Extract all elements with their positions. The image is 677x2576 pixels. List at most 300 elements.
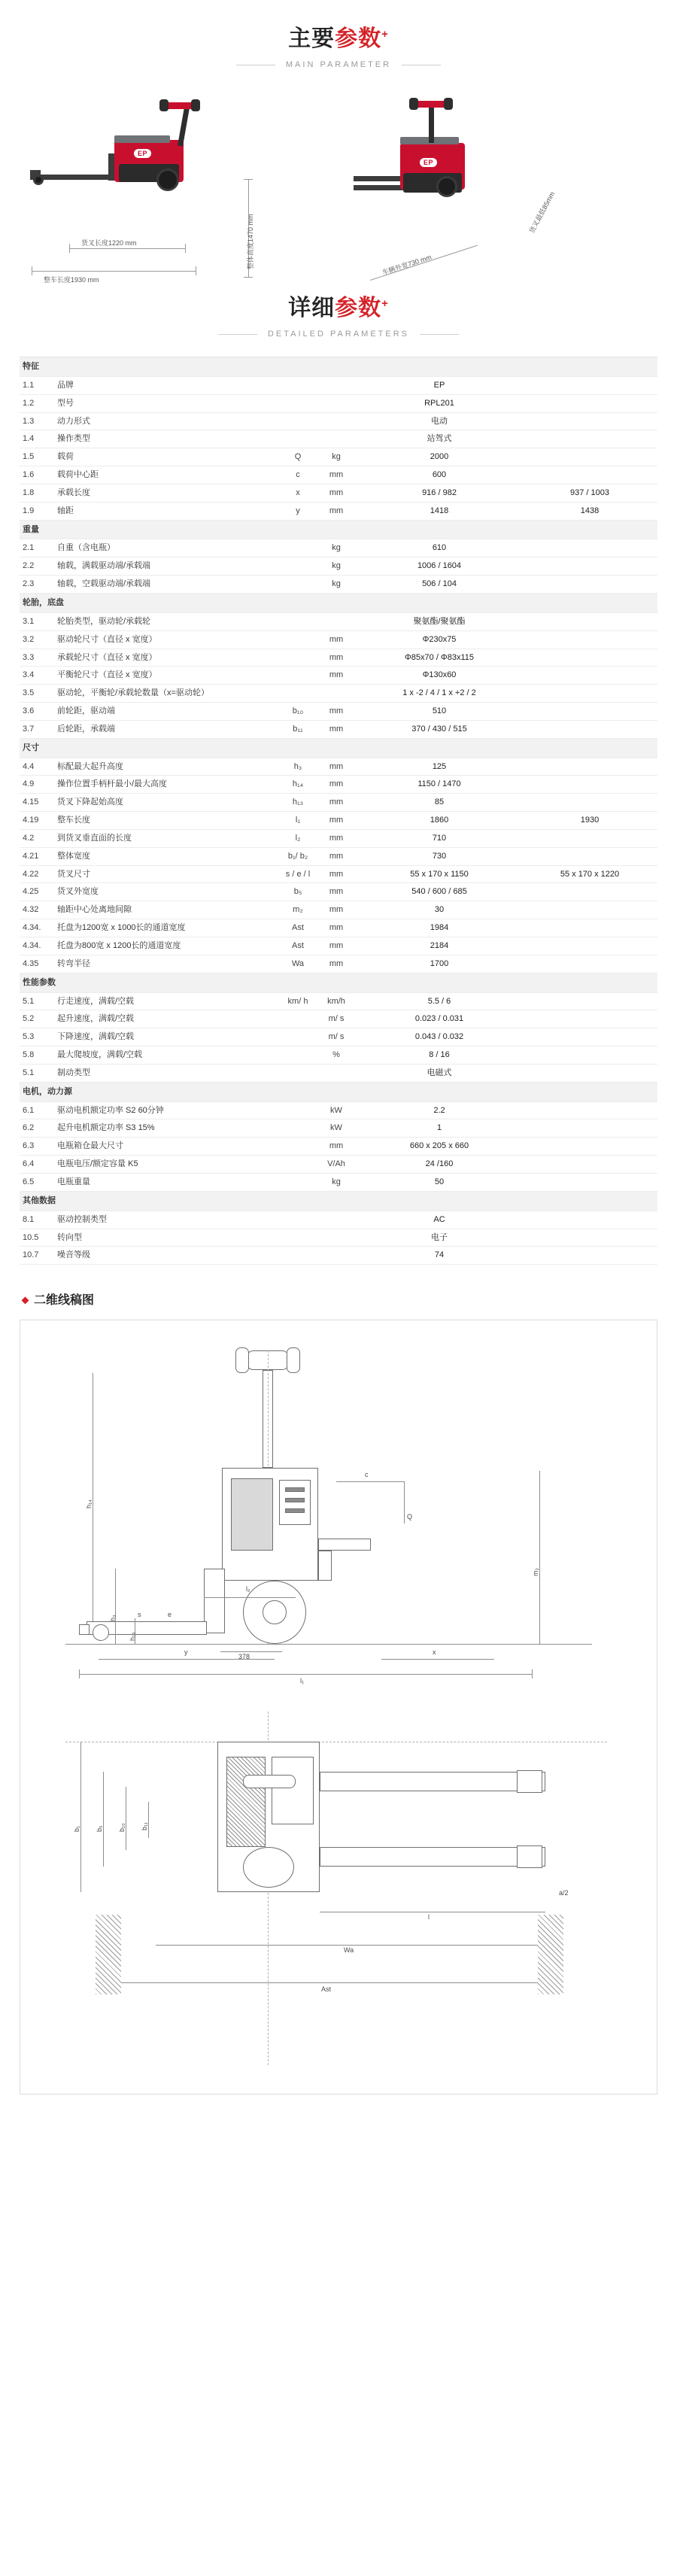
top-motor-outline: [272, 1757, 314, 1824]
cell-v1: 站驾式: [357, 430, 522, 448]
spec-group-label: 电机，动力源: [20, 1082, 657, 1101]
cell-name: 标配最大起升高度: [54, 758, 280, 776]
cell-sym: Ast: [280, 937, 316, 955]
cell-v1: 5.5 / 6: [357, 992, 522, 1010]
table-row: [20, 430, 657, 448]
cell-v2: [522, 955, 657, 973]
cell-sym: [280, 667, 316, 685]
cell-v2: [522, 901, 657, 919]
label-h3: h₃: [109, 1615, 117, 1622]
cell-v1: 85: [357, 794, 522, 812]
table-row: [20, 448, 657, 466]
tiller-grip-right: [191, 99, 200, 111]
cell-name: 转向型: [54, 1229, 280, 1247]
cell-v1: 30: [357, 901, 522, 919]
top-fork-tip-left: [517, 1770, 542, 1793]
cell-v1: 600: [357, 466, 522, 485]
cell-name: 托盘为1200宽 x 1000长的通道宽度: [54, 919, 280, 937]
cell-sym: [280, 685, 316, 703]
cell-sym: [280, 539, 316, 557]
table-row: [20, 557, 657, 576]
cell-name: 制动类型: [54, 1064, 280, 1082]
cell-name: 动力形式: [54, 412, 280, 430]
cell-v1: 730: [357, 847, 522, 865]
fork-carriage-outline: [204, 1569, 225, 1633]
cell-v1: 55 x 170 x 1150: [357, 865, 522, 883]
cell-v1: 聚氨酯/聚氨酯: [357, 612, 522, 630]
table-row: [20, 794, 657, 812]
cell-unit: m/ s: [316, 1028, 357, 1046]
cell-v2: [522, 1064, 657, 1082]
cell-v1: 8 / 16: [357, 1046, 522, 1065]
cell-sym: [280, 1010, 316, 1028]
top-fork-tip-right: [517, 1845, 542, 1868]
top-drive-wheel: [243, 1847, 294, 1888]
table-row: [20, 865, 657, 883]
cell-v1: 710: [357, 829, 522, 847]
b1-dim-line: [80, 1742, 81, 1892]
detail-parameter-title-cn-a: 详细: [288, 296, 335, 320]
brand-logo: EP: [134, 149, 151, 158]
platform-deck: [114, 135, 170, 143]
table-row: [20, 1211, 657, 1229]
cell-v2: 55 x 170 x 1220: [522, 865, 657, 883]
table-row: [20, 776, 657, 794]
cell-unit: mm: [316, 649, 357, 667]
cell-v1: 74: [357, 1247, 522, 1265]
fork-length-line: [69, 248, 185, 249]
overall-width-label: 车辆外宽730 mm: [381, 253, 433, 277]
cell-v2: [522, 1247, 657, 1265]
detail-parameter-title-cn: [0, 295, 677, 322]
cell-v2: [522, 539, 657, 557]
table-row: [20, 883, 657, 901]
cell-sym: [280, 1229, 316, 1247]
main-parameter-title-cn-a: 主要: [288, 26, 335, 51]
drive-wheel-hub: [263, 1600, 287, 1624]
spec-table-wrapper: [20, 357, 657, 1265]
vehicle-rear-view: [354, 101, 515, 206]
cell-v1: 1860: [357, 812, 522, 830]
height-tick-bottom: [244, 277, 253, 278]
cell-sym: b₅: [280, 883, 316, 901]
detail-parameter-title-plus: +: [381, 297, 389, 310]
cell-name: 承载轮尺寸（直径 x 宽度）: [54, 649, 280, 667]
label-378: 378: [238, 1653, 250, 1661]
cell-no: 1.2: [20, 394, 54, 412]
label-m2: m₂: [532, 1568, 539, 1577]
cell-no: 3.7: [20, 720, 54, 738]
main-parameter-title-cn-b: 参数: [335, 26, 382, 51]
cell-v2: [522, 1028, 657, 1046]
cell-v1: 540 / 600 / 685: [357, 883, 522, 901]
cell-sym: Q: [280, 448, 316, 466]
cell-unit: mm: [316, 865, 357, 883]
cell-v2: [522, 576, 657, 594]
cell-v2: [522, 649, 657, 667]
cell-v2: [522, 919, 657, 937]
cell-v2: [522, 937, 657, 955]
cell-sym: [280, 630, 316, 649]
cell-name: 轴载，空载驱动端/承载端: [54, 576, 280, 594]
l1-dim-line: [79, 1674, 532, 1675]
cell-name: 操作位置手柄杆最小/最大高度: [54, 776, 280, 794]
h-right-dim-line: [539, 1471, 540, 1644]
cell-v2: [522, 1156, 657, 1174]
cell-sym: [280, 1046, 316, 1065]
cell-v2: [522, 612, 657, 630]
cell-no: 4.34.: [20, 937, 54, 955]
label-q: Q: [407, 1513, 413, 1521]
top-tiller-head: [243, 1775, 296, 1788]
cell-v1: 1006 / 1604: [357, 557, 522, 576]
platform-support: [318, 1551, 332, 1581]
table-row: [20, 829, 657, 847]
cell-name: 操作类型: [54, 430, 280, 448]
vehicle-side-view: [30, 101, 218, 206]
table-row: [20, 667, 657, 685]
table-row: [20, 376, 657, 394]
cell-unit: kg: [316, 448, 357, 466]
label-l2: l₂: [246, 1585, 250, 1593]
fork-blade: [30, 175, 120, 180]
cell-v2: [522, 1211, 657, 1229]
cell-sym: [280, 1247, 316, 1265]
cell-name: 前轮距，驱动端: [54, 703, 280, 721]
table-row: [20, 649, 657, 667]
table-row: [20, 992, 657, 1010]
cell-name: 承载长度: [54, 484, 280, 502]
cell-sym: b₁/ b₂: [280, 847, 316, 865]
cell-unit: kg: [316, 539, 357, 557]
table-row: [20, 937, 657, 955]
label-s: s: [138, 1611, 141, 1619]
cell-unit: [316, 430, 357, 448]
cell-sym: [280, 1064, 316, 1082]
cell-v2: [522, 1010, 657, 1028]
table-row: [20, 484, 657, 502]
cell-sym: [280, 1119, 316, 1138]
cell-name: 轴载，满载驱动端/承载端: [54, 557, 280, 576]
table-row: [20, 466, 657, 485]
cell-no: 3.3: [20, 649, 54, 667]
cell-v1: 1418: [357, 502, 522, 520]
dim-378-line: [220, 1651, 282, 1652]
cell-unit: mm: [316, 1138, 357, 1156]
cell-name: 后轮距，承载端: [54, 720, 280, 738]
cell-v2: [522, 1046, 657, 1065]
drive-wheel-rear: [436, 176, 457, 197]
table-row: [20, 1229, 657, 1247]
cell-unit: mm: [316, 758, 357, 776]
main-parameter-header: [0, 0, 677, 71]
label-b11: b₁₁: [141, 1822, 148, 1831]
label-c: c: [365, 1471, 369, 1479]
fork-min-height-label: 货叉最低85mm: [527, 190, 557, 235]
cell-no: 4.22: [20, 865, 54, 883]
cell-name: 电瓶电压/额定容量 K5: [54, 1156, 280, 1174]
table-row: [20, 1028, 657, 1046]
cell-v2: [522, 448, 657, 466]
cell-no: 4.19: [20, 812, 54, 830]
tiller-grip-left-rear: [409, 98, 418, 110]
cell-no: 4.4: [20, 758, 54, 776]
cell-v2: [522, 557, 657, 576]
cell-v1: 506 / 104: [357, 576, 522, 594]
cell-unit: mm: [316, 794, 357, 812]
cell-unit: mm: [316, 703, 357, 721]
cell-unit: %: [316, 1046, 357, 1065]
main-parameter-title-en: MAIN PARAMETER: [275, 60, 402, 69]
battery-compartment-outline: [231, 1478, 273, 1551]
table-row: [20, 1138, 657, 1156]
cell-unit: kg: [316, 576, 357, 594]
cell-v1: 0.043 / 0.032: [357, 1028, 522, 1046]
cell-name: 下降速度，满载/空载: [54, 1028, 280, 1046]
cell-v1: 610: [357, 539, 522, 557]
cell-sym: [280, 557, 316, 576]
cell-no: 2.2: [20, 557, 54, 576]
cell-unit: mm: [316, 776, 357, 794]
cover-detail-2: [285, 1498, 305, 1502]
cell-no: 6.1: [20, 1101, 54, 1119]
cell-v2: 1930: [522, 812, 657, 830]
label-l: l: [428, 1913, 430, 1921]
cell-unit: mm: [316, 901, 357, 919]
cell-v2: [522, 1173, 657, 1191]
cell-unit: [316, 1211, 357, 1229]
table-row: [20, 576, 657, 594]
detail-parameter-title-cn-b: 参数: [335, 296, 382, 320]
cell-v1: 510: [357, 703, 522, 721]
cell-v1: 1: [357, 1119, 522, 1138]
table-row: [20, 1247, 657, 1265]
cell-no: 10.5: [20, 1229, 54, 1247]
top-fork-right: [320, 1847, 545, 1867]
fork-length-tick-r: [185, 244, 186, 253]
cell-unit: kW: [316, 1101, 357, 1119]
spec-group-row: [20, 738, 657, 758]
label-b10: b₁₀: [118, 1823, 126, 1833]
cell-unit: [316, 412, 357, 430]
fork-tip-outline: [79, 1624, 90, 1635]
spec-group-row: [20, 1082, 657, 1101]
table-row: [20, 847, 657, 865]
cell-v1: 916 / 982: [357, 484, 522, 502]
label-x: x: [433, 1648, 436, 1657]
cell-v1: AC: [357, 1211, 522, 1229]
cell-name: 驱动电机额定功率 S2 60分钟: [54, 1101, 280, 1119]
cell-no: 1.8: [20, 484, 54, 502]
table-row: [20, 1046, 657, 1065]
cell-sym: [280, 1156, 316, 1174]
cell-v2: [522, 720, 657, 738]
table-row: [20, 630, 657, 649]
cell-v2: 1438: [522, 502, 657, 520]
cell-v1: 2000: [357, 448, 522, 466]
cell-no: 3.1: [20, 612, 54, 630]
table-row: [20, 612, 657, 630]
cell-unit: [316, 685, 357, 703]
table-row: [20, 1119, 657, 1138]
cell-name: 货叉下降起始高度: [54, 794, 280, 812]
spec-group-label: 性能参数: [20, 973, 657, 992]
table-row: [20, 1156, 657, 1174]
load-wheel-outline: [93, 1624, 109, 1641]
cell-no: 6.3: [20, 1138, 54, 1156]
cell-sym: [280, 1028, 316, 1046]
cell-v1: 电子: [357, 1229, 522, 1247]
cell-v2: [522, 685, 657, 703]
cell-no: 4.34.: [20, 919, 54, 937]
tiller-grip-right-outline: [287, 1347, 300, 1373]
label-h14: h₁₄: [85, 1499, 93, 1509]
table-row: [20, 901, 657, 919]
main-parameter-title-cn: [0, 26, 677, 53]
cell-v2: [522, 394, 657, 412]
cell-unit: mm: [316, 720, 357, 738]
cell-name: 驱动轮尺寸（直径 x 宽度）: [54, 630, 280, 649]
l2-dim-line: [204, 1597, 296, 1598]
cell-v2: [522, 430, 657, 448]
b11-dim-line: [148, 1802, 149, 1838]
cell-sym: h₁₄: [280, 776, 316, 794]
hero-images: [0, 90, 677, 284]
cell-v2: [522, 1229, 657, 1247]
cell-name: 自重（含电瓶）: [54, 539, 280, 557]
cell-v1: 1700: [357, 955, 522, 973]
cell-name: 轮胎类型，驱动轮/承载轮: [54, 612, 280, 630]
cell-no: 4.15: [20, 794, 54, 812]
cell-sym: [280, 612, 316, 630]
cell-unit: [316, 1229, 357, 1247]
table-row: [20, 394, 657, 412]
cell-v2: [522, 758, 657, 776]
drive-wheel: [156, 169, 179, 191]
cell-sym: [280, 394, 316, 412]
cell-no: 8.1: [20, 1211, 54, 1229]
label-wa: Wa: [344, 1946, 354, 1955]
table-row: [20, 539, 657, 557]
cell-unit: mm: [316, 919, 357, 937]
cell-v1: EP: [357, 376, 522, 394]
cell-unit: mm: [316, 937, 357, 955]
label-h13: h₁₃: [129, 1632, 136, 1642]
spec-group-row: [20, 973, 657, 992]
cell-v1: 50: [357, 1173, 522, 1191]
cell-sym: l₂: [280, 829, 316, 847]
cell-name: 轴距: [54, 502, 280, 520]
cell-name: 到货叉垂直面的长度: [54, 829, 280, 847]
table-row: [20, 412, 657, 430]
cell-unit: mm: [316, 484, 357, 502]
cell-v2: [522, 376, 657, 394]
cell-unit: m/ s: [316, 1010, 357, 1028]
cell-sym: [280, 1101, 316, 1119]
cell-no: 4.21: [20, 847, 54, 865]
cell-no: 5.1: [20, 992, 54, 1010]
diamond-bullet-icon: [22, 1297, 29, 1305]
table-row: [20, 758, 657, 776]
cell-no: 1.1: [20, 376, 54, 394]
cell-v1: 1984: [357, 919, 522, 937]
cell-no: 5.1: [20, 1064, 54, 1082]
cell-v1: 1 x -2 / 4 / 1 x +2 / 2: [357, 685, 522, 703]
cell-v2: [522, 466, 657, 485]
cell-sym: b₁₀: [280, 703, 316, 721]
cell-no: 5.3: [20, 1028, 54, 1046]
cell-v1: 电磁式: [357, 1064, 522, 1082]
cell-name: 行走速度，满载/空载: [54, 992, 280, 1010]
cell-name: 电瓶重量: [54, 1173, 280, 1191]
side-ground-line: [65, 1644, 592, 1645]
cell-name: 型号: [54, 394, 280, 412]
cell-v1: 2.2: [357, 1101, 522, 1119]
detail-parameter-header: [0, 248, 677, 340]
cell-sym: l₁: [280, 812, 316, 830]
cell-no: 4.32: [20, 901, 54, 919]
spec-group-label: 其他数据: [20, 1191, 657, 1211]
fork-length-label: 货叉长度1220 mm: [81, 239, 137, 247]
cell-v1: RPL201: [357, 394, 522, 412]
tiller-arm: [178, 107, 190, 146]
cell-unit: kg: [316, 557, 357, 576]
top-fork-left: [320, 1772, 545, 1791]
cell-v2: 937 / 1003: [522, 484, 657, 502]
cell-name: 平衡轮尺寸（直径 x 宽度）: [54, 667, 280, 685]
main-parameter-title-plus: +: [381, 28, 389, 41]
cell-v2: [522, 412, 657, 430]
spec-group-label: 特征: [20, 357, 657, 376]
spec-group-label: 重量: [20, 520, 657, 539]
cell-unit: kg: [316, 1173, 357, 1191]
cell-no: 3.4: [20, 667, 54, 685]
cell-sym: h₁₃: [280, 794, 316, 812]
cover-detail-1: [285, 1487, 305, 1492]
x-dim-line: [381, 1659, 494, 1660]
cell-sym: s / e / l: [280, 865, 316, 883]
table-row: [20, 720, 657, 738]
operator-platform-outline: [318, 1539, 371, 1551]
cell-no: 10.7: [20, 1247, 54, 1265]
table-row: [20, 1101, 657, 1119]
cell-name: 货叉尺寸: [54, 865, 280, 883]
cell-sym: [280, 1173, 316, 1191]
cell-no: 5.8: [20, 1046, 54, 1065]
label-e: e: [168, 1611, 172, 1619]
cover-detail-3: [285, 1508, 305, 1513]
cell-sym: c: [280, 466, 316, 485]
cell-no: 2.3: [20, 576, 54, 594]
cell-no: 6.2: [20, 1119, 54, 1138]
cell-unit: kW: [316, 1119, 357, 1138]
cell-name: 托盘为800宽 x 1200长的通道宽度: [54, 937, 280, 955]
cell-sym: [280, 412, 316, 430]
cell-no: 6.4: [20, 1156, 54, 1174]
cell-no: 1.5: [20, 448, 54, 466]
cell-v1: 1150 / 1470: [357, 776, 522, 794]
table-row: [20, 685, 657, 703]
cell-v1: 660 x 205 x 660: [357, 1138, 522, 1156]
fork-length-tick-l: [69, 244, 70, 253]
label-b1: b₁: [73, 1826, 80, 1833]
total-length-line: [32, 271, 196, 272]
table-row: [20, 1173, 657, 1191]
cell-sym: x: [280, 484, 316, 502]
cell-v1: 0.023 / 0.031: [357, 1010, 522, 1028]
fork-blade-right: [354, 185, 406, 190]
cell-name: 品牌: [54, 376, 280, 394]
